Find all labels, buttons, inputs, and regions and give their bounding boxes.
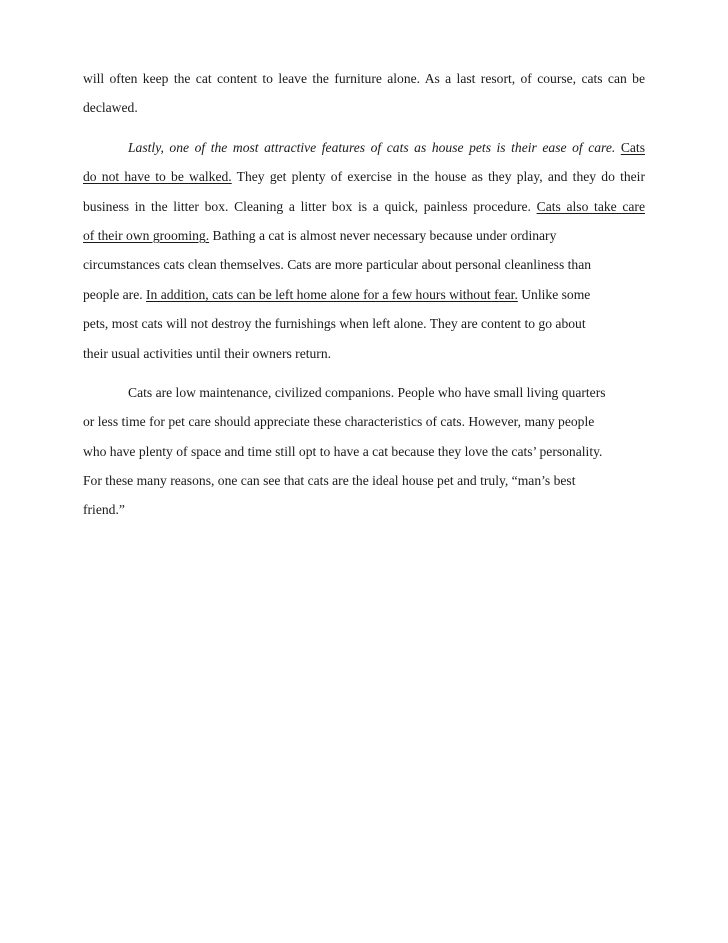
text-line xyxy=(83,378,645,407)
italic-run: Lastly, one of the most attractive features of cats as house pets is their ease of care. xyxy=(128,139,616,155)
text-line xyxy=(83,280,645,309)
document-body xyxy=(83,64,645,525)
text-line xyxy=(83,162,645,191)
text-run: people are. xyxy=(83,286,147,302)
text-run: or less time for pet care should appreciate these characteristics of cats. However, many people xyxy=(83,414,595,430)
text-line xyxy=(83,309,645,338)
text-line xyxy=(83,339,645,368)
text-run: Cats are low maintenance, civilized companions. People who have small living quarters xyxy=(128,384,606,400)
text-run: their usual activities until their owners return. xyxy=(83,345,332,361)
text-line xyxy=(83,133,645,162)
text-line xyxy=(83,192,645,221)
text-run: will often keep the cat content to leave the furniture alone. As a last resort, of course, cats can be xyxy=(83,71,645,86)
text-run: circumstances cats clean themselves. Cats are more particular about personal cleanliness than xyxy=(83,257,592,273)
underlined-run: In addition, cats can be left home alone for a few hours without fear. xyxy=(146,286,518,302)
underlined-run: of their own grooming. xyxy=(83,227,210,243)
text-line xyxy=(83,250,645,279)
text-run: Unlike some xyxy=(517,286,591,302)
text-line xyxy=(83,495,645,524)
text-run: who have plenty of space and time still opt to have a cat because they love the cats’ personality. xyxy=(83,443,603,459)
text-run: declawed. xyxy=(83,100,138,116)
text-line xyxy=(83,466,645,495)
text-line xyxy=(83,221,645,250)
text-line xyxy=(83,93,645,122)
paragraph-1 xyxy=(83,64,645,123)
text-run: They get plenty of exercise in the house as they play, and they do their xyxy=(231,169,645,185)
text-run: business in the litter box. Cleaning a litter box is a quick, painless procedure. xyxy=(83,198,537,214)
text-line xyxy=(83,437,645,466)
paragraph-2 xyxy=(83,133,645,368)
underlined-run: Cats also take care xyxy=(536,198,645,214)
text-line xyxy=(83,407,645,436)
paragraph-3 xyxy=(83,378,645,525)
text-run: Bathing a cat is almost never necessary because under ordinary xyxy=(209,227,557,243)
text-run: For these many reasons, one can see that cats are the ideal house pet and truly, “man’s best xyxy=(83,473,576,489)
underlined-run: Cats xyxy=(620,139,645,155)
text-line xyxy=(83,64,645,93)
underlined-run: do not have to be walked. xyxy=(83,169,232,185)
text-run: friend.” xyxy=(83,502,125,518)
text-run: pets, most cats will not destroy the furnishings when left alone. They are content to go about xyxy=(83,316,586,332)
